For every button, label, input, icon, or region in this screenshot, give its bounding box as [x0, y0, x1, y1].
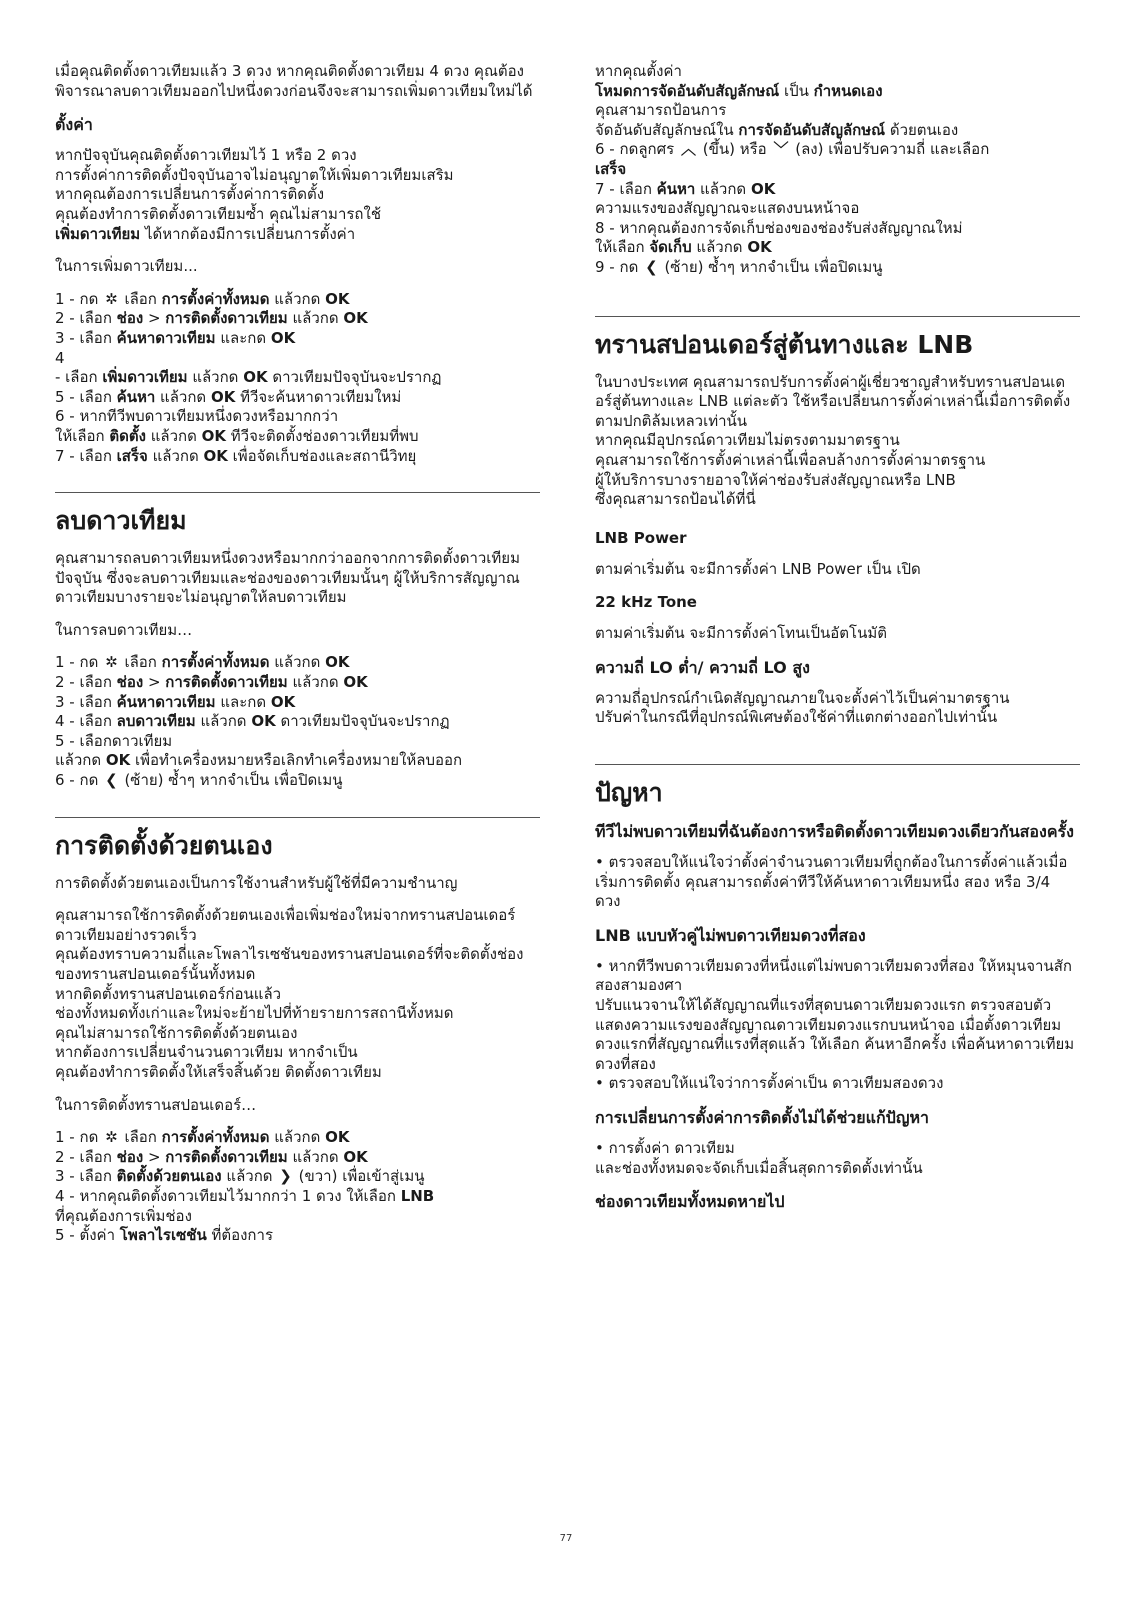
- remove-step-1: 1 - กด ✲ เลือก การตั้งค่าทั้งหมด แล้วกด OK: [55, 653, 350, 672]
- manual-continued-text: โหมดการจัดอันดับสัญลักษณ์ เป็น กำหนดเอง: [595, 81, 883, 100]
- add-step-4: - เลือก เพิ่มดาวเทียม แล้วกด OK ดาวเทียมปัจจุบันจะปรากฏ: [55, 368, 442, 387]
- manual-step-4b: ที่คุณต้องการเพิ่มช่อง: [55, 1206, 192, 1225]
- gear-icon: ✲: [105, 289, 118, 308]
- remove-step-4: 4 - เลือก ลบดาวเทียม แล้วกด OK ดาวเทียมปัจจุบันจะปรากฏ: [55, 712, 450, 731]
- lo-frequency-text: ความถี่อุปกรณ์กำเนิดสัญญาณภายในจะตั้งค่าไว้เป็นค่ามาตรฐาน: [595, 688, 1010, 707]
- chevron-left-icon: ❮: [645, 257, 658, 276]
- manual-install-text: หากต้องการเปลี่ยนจำนวนดาวเทียม หากจำเป็น: [55, 1043, 358, 1062]
- chevron-down-icon: ﹀: [773, 140, 789, 159]
- manual-install-text: หากติดตั้งทรานสปอนเดอร์ก่อนแล้ว: [55, 984, 282, 1003]
- remove-step-2: 2 - เลือก ช่อง > การติดตั้งดาวเทียม แล้วกด OK: [55, 673, 368, 692]
- manual-continued-text: จัดอันดับสัญลักษณ์ใน การจัดอันดับสัญลักษณ์ ด้วยตนเอง: [595, 120, 959, 139]
- page-number: 77: [559, 1533, 573, 1544]
- manual-step-7: 7 - เลือก ค้นหา แล้วกด OK: [595, 179, 776, 198]
- gear-icon: ✲: [105, 1128, 118, 1147]
- add-satellite-lead: ในการเพิ่มดาวเทียม...: [55, 257, 198, 276]
- manual-install-text: คุณสามารถใช้การติดตั้งด้วยตนเองเพื่อเพิ่มช่องใหม่จากทรานสปอนเดอร์ดาวเทียมอย่างรวดเร็ว: [55, 906, 516, 944]
- manual-step-3: 3 - เลือก ติดตั้งด้วยตนเอง แล้วกด ❯ (ขวา) เพื่อเข้าสู่เมนู: [55, 1167, 425, 1186]
- add-step-7: 7 - เลือก เสร็จ แล้วกด OK เพื่อจัดเก็บช่องและสถานีวิทยุ: [55, 446, 417, 465]
- manual-step-5: 5 - ตั้งค่า โพลาไรเซชัน ที่ต้องการ: [55, 1226, 273, 1245]
- lnb-power-text: ตามค่าเริ่มต้น จะมีการตั้งค่า LNB Power เป็น เปิด: [595, 559, 921, 578]
- manual-step-8b: ให้เลือก จัดเก็บ แล้วกด OK: [595, 238, 772, 257]
- manual-continued-text: หากคุณตั้งค่า: [595, 62, 682, 80]
- chevron-right-icon: ❯: [279, 1167, 292, 1186]
- remove-satellite-title: ลบดาวเทียม: [55, 506, 187, 536]
- setting-text: คุณต้องทำการติดตั้งดาวเทียมซ้ำ คุณไม่สามารถใช้: [55, 204, 382, 223]
- remove-satellite-text: คุณสามารถลบดาวเทียมหนึ่งดวงหรือมากกว่าออกจากการติดตั้งดาวเทียมปัจจุบัน ซึ่งจะลบดาวเทียมและช่องของดาวเทียมนั้นๆ ผู้ให้บริการสัญญาณดาวเทียมบางรายจะไม่อนุญาตให้ลบดาวเทียม: [55, 549, 520, 607]
- add-step-6b: ให้เลือก ติดตั้ง แล้วกด OK ทีวีจะติดตั้งช่องดาวเทียมที่พบ: [55, 426, 419, 445]
- problem-text: • ตรวจสอบให้แน่ใจว่าตั้งค่าจำนวนดาวเทียมที่ถูกต้องในการตั้งค่าแล้วเมื่อเริ่มการติดตั้ง คุณสามารถตั้งค่าทีวีให้ค้นหาดาวเทียมหนึ่ง สอง หรือ 3/4 ดวง: [595, 853, 1068, 911]
- problem-text: ปรับแนวจานให้ได้สัญญาณที่แรงที่สุดบนดาวเทียมดวงแรก ตรวจสอบตัวแสดงความแรงของสัญญาณดาวเทียมดวงแรกบนหน้าจอ เมื่อตั้งดาวเทียมดวงแรกที่สัญญาณที่แรงที่สุดแล้ว ให้เลือก ค้นหาอีกครั้ง เพื่อค้นหาดาวเทียมดวงที่สอง: [595, 996, 1075, 1073]
- lnb-text: คุณสามารถใช้การตั้งค่าเหล่านี้เพื่อลบล้างการตั้งค่ามาตรฐาน: [595, 450, 986, 469]
- problem-text: • ตรวจสอบให้แน่ใจว่าการตั้งค่าเป็น ดาวเทียมสองดวง: [595, 1074, 944, 1093]
- manual-step-9: 9 - กด ❮ (ซ้าย) ซ้ำๆ หากจำเป็น เพื่อปิดเมนู: [595, 257, 883, 276]
- manual-step-6b: เสร็จ: [595, 159, 627, 178]
- section-divider: [595, 316, 1080, 317]
- remove-step-5b: แล้วกด OK เพื่อทำเครื่องหมายหรือเลิกทำเครื่องหมายให้ลบออก: [55, 751, 463, 770]
- lnb-text: ซึ่งคุณสามารถป้อนได้ที่นี่: [595, 490, 756, 509]
- manual-step-7b: ความแรงของสัญญาณจะแสดงบนหน้าจอ: [595, 199, 860, 218]
- chevron-up-icon: ︿: [680, 140, 696, 159]
- problem-heading: ช่องดาวเทียมทั้งหมดหายไป: [595, 1192, 785, 1212]
- problems-title: ปัญหา: [595, 778, 663, 808]
- lo-frequency-text: ปรับค่าในกรณีที่อุปกรณ์พิเศษต้องใช้ค่าที่แตกต่างออกไปเท่านั้น: [595, 708, 998, 727]
- add-step-3: 3 - เลือก ค้นหาดาวเทียม และกด OK: [55, 328, 296, 347]
- setting-heading: ตั้งค่า: [55, 115, 93, 135]
- setting-text: เพิ่มดาวเทียม ได้หากต้องมีการเปลี่ยนการตั้งค่า: [55, 224, 356, 243]
- setting-text: หากคุณต้องการเปลี่ยนการตั้งค่าการติดตั้ง: [55, 185, 325, 204]
- remove-satellite-lead: ในการลบดาวเทียม…: [55, 620, 193, 639]
- manual-install-text: คุณไม่สามารถใช้การติดตั้งด้วยตนเอง: [55, 1023, 298, 1042]
- manual-install-text: คุณต้องทำการติดตั้งให้เสร็จสิ้นด้วย ติดตั้งดาวเทียม: [55, 1062, 382, 1081]
- manual-step-6: 6 - กดลูกศร ︿ (ขึ้น) หรือ ﹀ (ลง) เพื่อปรับความถี่ และเลือก: [595, 140, 990, 159]
- lnb-text: หากคุณมีอุปกรณ์ดาวเทียมไม่ตรงตามมาตรฐาน: [595, 431, 900, 450]
- transponder-lnb-title: ทรานสปอนเดอร์สู่ต้นทางและ LNB: [595, 329, 974, 359]
- problem-heading: การเปลี่ยนการตั้งค่าการติดตั้งไม่ได้ช่วยแก้ปัญหา: [595, 1108, 929, 1127]
- remove-step-5: 5 - เลือกดาวเทียม: [55, 731, 173, 750]
- manual-step-1: 1 - กด ✲ เลือก การตั้งค่าทั้งหมด แล้วกด OK: [55, 1128, 350, 1147]
- manual-install-text: การติดตั้งด้วยตนเองเป็นการใช้งานสำหรับผู้ใช้ที่มีความชำนาญ: [55, 873, 458, 892]
- remove-step-3: 3 - เลือก ค้นหาดาวเทียม และกด OK: [55, 692, 296, 711]
- manual-step-8: 8 - หากคุณต้องการจัดเก็บช่องของช่องรับส่งสัญญาณใหม่: [595, 218, 963, 237]
- manual-step-4: 4 - หากคุณติดตั้งดาวเทียมไว้มากกว่า 1 ดวง ให้เลือก LNB: [55, 1186, 435, 1205]
- remove-step-6: 6 - กด ❮ (ซ้าย) ซ้ำๆ หากจำเป็น เพื่อปิดเมนู: [55, 771, 343, 790]
- tone-heading: 22 kHz Tone: [595, 593, 697, 612]
- problem-heading: LNB แบบหัวคู่ไม่พบดาวเทียมดวงที่สอง: [595, 925, 866, 945]
- problem-text: และช่องทั้งหมดจะจัดเก็บเมื่อสิ้นสุดการติดตั้งเท่านั้น: [595, 1158, 923, 1177]
- chevron-left-icon: ❮: [105, 771, 118, 790]
- section-divider: [595, 764, 1080, 765]
- lnb-text: ในบางประเทศ คุณสามารถปรับการตั้งค่าผู้เชี่ยวชาญสำหรับทรานสปอนเดอร์สู่ต้นทางและ LNB แต่ละตัว ใช้หรือเปลี่ยนการตั้งค่าเหล่านี้เมื่อการติดตั้งตามปกติล้มเหลวเท่านั้น: [595, 372, 1071, 430]
- lo-frequency-heading: ความถี่ LO ต่ำ/ ความถี่ LO สูง: [595, 657, 810, 677]
- manual-step-2: 2 - เลือก ช่อง > การติดตั้งดาวเทียม แล้วกด OK: [55, 1147, 368, 1166]
- lnb-power-heading: LNB Power: [595, 528, 687, 547]
- right-column: [595, 62, 1080, 1223]
- add-step-1: 1 - กด ✲ เลือก การตั้งค่าทั้งหมด แล้วกด OK: [55, 289, 350, 308]
- manual-install-text: คุณต้องทราบความถี่และโพลาไรเซชันของทรานสปอนเดอร์ที่จะติดตั้งช่องของทรานสปอนเดอร์นั้นทั้งหมด: [55, 945, 524, 983]
- section-divider: [55, 817, 540, 818]
- lnb-text: ผู้ให้บริการบางรายอาจให้ค่าช่องรับส่งสัญญาณหรือ LNB: [595, 470, 956, 489]
- manual-install-lead: ในการติดตั้งทรานสปอนเดอร์…: [55, 1095, 257, 1114]
- intro-paragraph: เมื่อคุณติดตั้งดาวเทียมแล้ว 3 ดวง หากคุณติดตั้งดาวเทียม 4 ดวง คุณต้องพิจารณาลบดาวเทียมออกไปหนึ่งดวงก่อนจึงจะสามารถเพิ่มดาวเทียมใหม่ได้: [55, 62, 533, 100]
- setting-text: การตั้งค่าการติดตั้งปัจจุบันอาจไม่อนุญาตให้เพิ่มดาวเทียมเสริม: [55, 165, 454, 184]
- manual-install-text: ช่องทั้งหมดทั้งเก่าและใหม่จะย้ายไปที่ท้ายรายการสถานีทั้งหมด: [55, 1004, 454, 1023]
- left-column: [55, 62, 540, 1246]
- problem-text: • หากทีวีพบดาวเทียมดวงที่หนึ่งแต่ไม่พบดาวเทียมดวงที่สอง ให้หมุนจานสักสองสามองศา: [595, 956, 1072, 995]
- problem-heading: ทีวีไม่พบดาวเทียมที่ฉันต้องการหรือติดตั้งดาวเทียมดวงเดียวกันสองครั้ง: [595, 822, 1074, 842]
- add-step-6: 6 - หากทีวีพบดาวเทียมหนึ่งดวงหรือมากกว่า: [55, 407, 339, 426]
- tone-text: ตามค่าเริ่มต้น จะมีการตั้งค่าโทนเป็นอัตโนมัติ: [595, 624, 887, 643]
- add-step-5: 5 - เลือก ค้นหา แล้วกด OK ทีวีจะค้นหาดาวเทียมใหม่: [55, 387, 402, 406]
- manual-continued-text: คุณสามารถป้อนการ: [595, 101, 727, 120]
- section-divider: [55, 492, 540, 493]
- add-step-2: 2 - เลือก ช่อง > การติดตั้งดาวเทียม แล้วกด OK: [55, 309, 368, 328]
- manual-install-title: การติดตั้งด้วยตนเอง: [55, 830, 273, 860]
- setting-text: หากปัจจุบันคุณติดตั้งดาวเทียมไว้ 1 หรือ 2 ดวง: [55, 146, 357, 165]
- gear-icon: ✲: [105, 653, 118, 672]
- add-step-4-number: 4: [55, 348, 65, 367]
- problem-text: • การตั้งค่า ดาวเทียม: [595, 1139, 735, 1157]
